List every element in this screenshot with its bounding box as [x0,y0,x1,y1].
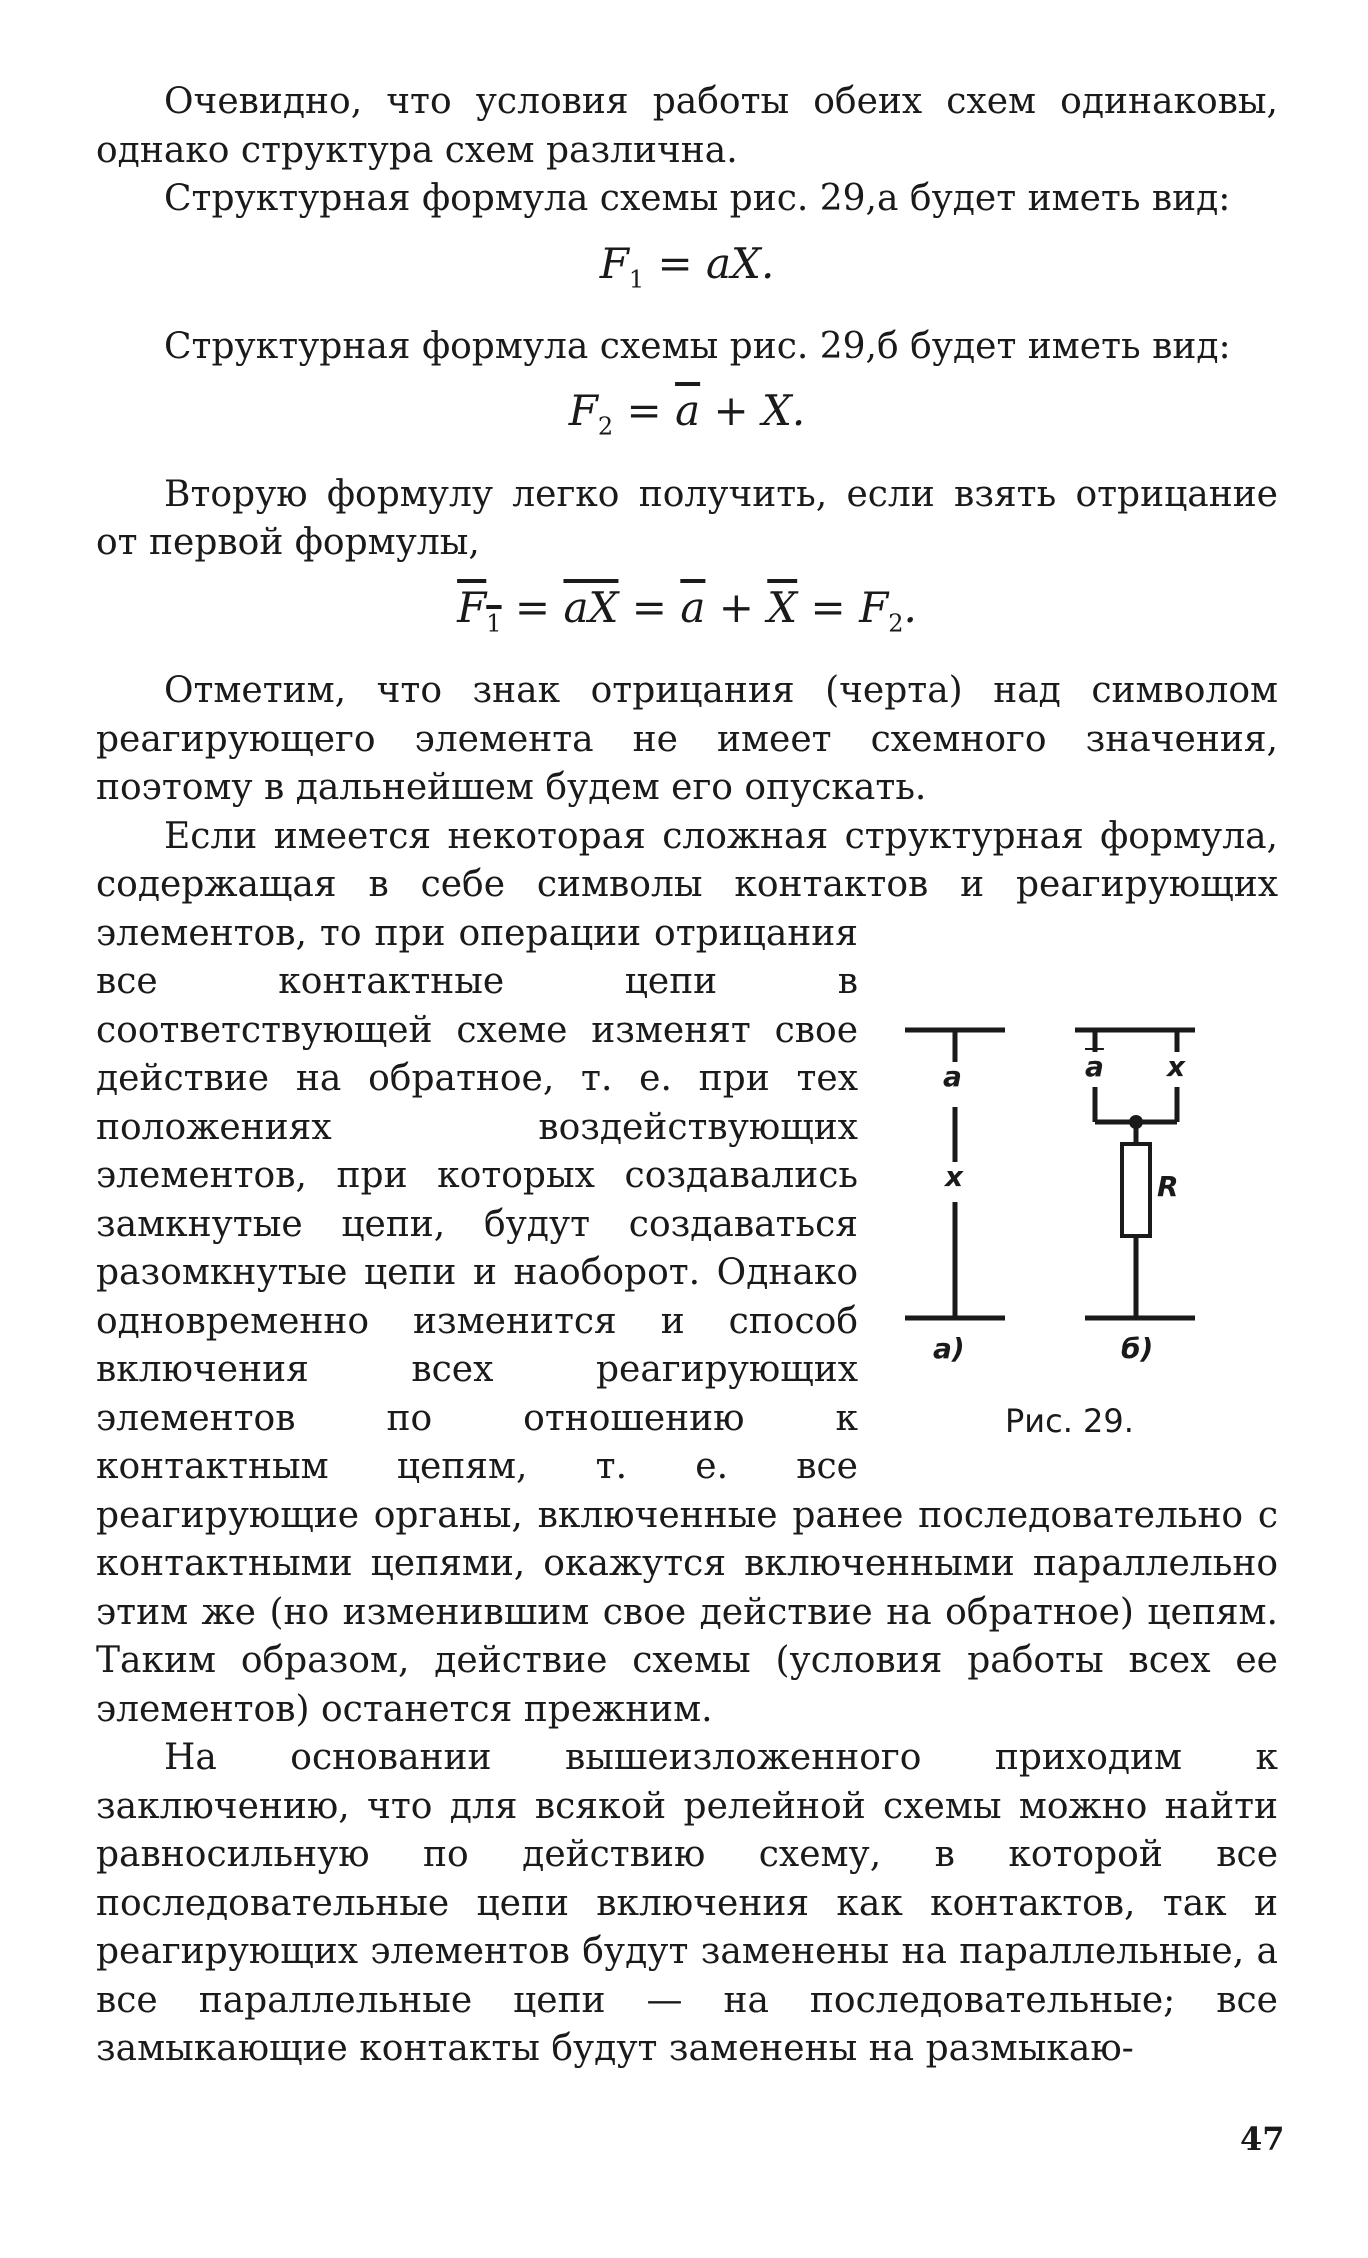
formula-f3: $F_1 = \overline{aX} = \overline{a} + \overline{X} = F_2$. [457,582,917,638]
page-number: 47 [1240,2120,1285,2158]
paragraph-2: Структурная формула схемы рис. 29,а будет иметь вид: [164,178,1231,219]
label-sub-a: а) [933,1332,965,1365]
formula-f1: $F_1$ = aX. [599,238,775,293]
formula-f2: $F_2 = \overline{a} + X$. [568,386,806,441]
paragraph-3: Структурная формула схемы рис. 29,б будет иметь вид: [164,325,1231,367]
label-contact-x2: x [1167,1050,1186,1083]
label-contact-x: x [945,1160,964,1193]
junction-node [1129,1115,1143,1129]
label-resistor: R [1157,1170,1179,1203]
resistor-r [1122,1144,1150,1236]
paragraph-4: Вторую формулу легко получить, если взять отрицание от первой формулы, [96,473,1278,564]
paragraph-5: Отметим, что знак отрицания (черта) над символом реагирующего элемента не имеет схемного значения, поэтому в дальнейшем будем его опускать. [96,670,1278,809]
figure-29 [795,922,1195,1442]
paragraph-1: Очевидно, что условия работы обеих схем одинаковы, однако структура схем различна. [96,81,1278,171]
label-contact-abar: $\overline{a}$ [1085,1050,1104,1083]
label-contact-a: a [943,1060,962,1093]
paragraph-6: Если имеется некоторая сложная структурная формула, содержащая в себе символы контактов и реагирующих элементов, то при операции отрицания все контактные цепи в соответствующей схеме изменят свое действие на обратное, т. е. при тех положениях воздействующих элементов, при которых создавались замкнутые цепи, будут создаваться разомкнутые цепи и наоборот. Однако одновременно изменится и способ включения всех реагирующих элементов по отношению к контактным цепям, т. е. все реагирующие органы, включенные ранее последовательно с контактными цепями, окажутся включенными параллельно этим же (но изменившим свое действие на обратное) цепям. Таким образом, действие схемы (условия работы всех ее элементов) останется прежним. [96,815,1278,1730]
circuit-diagram [795,922,1195,1392]
figure-caption: Рис. 29. [1005,1402,1134,1440]
label-sub-b: б) [1121,1332,1154,1365]
paragraph-7: На основании вышеизложенного приходим к заключению, что для всякой релейной схемы можно найти равносильную по действию схему, в которой все последовательные цепи включения как контактов, так и реагирующих элементов будут заменены на параллельные, а все параллельные цепи — на последовательные; все замыкающие контакты будут заменены на размыкаю- [96,1737,1278,2070]
